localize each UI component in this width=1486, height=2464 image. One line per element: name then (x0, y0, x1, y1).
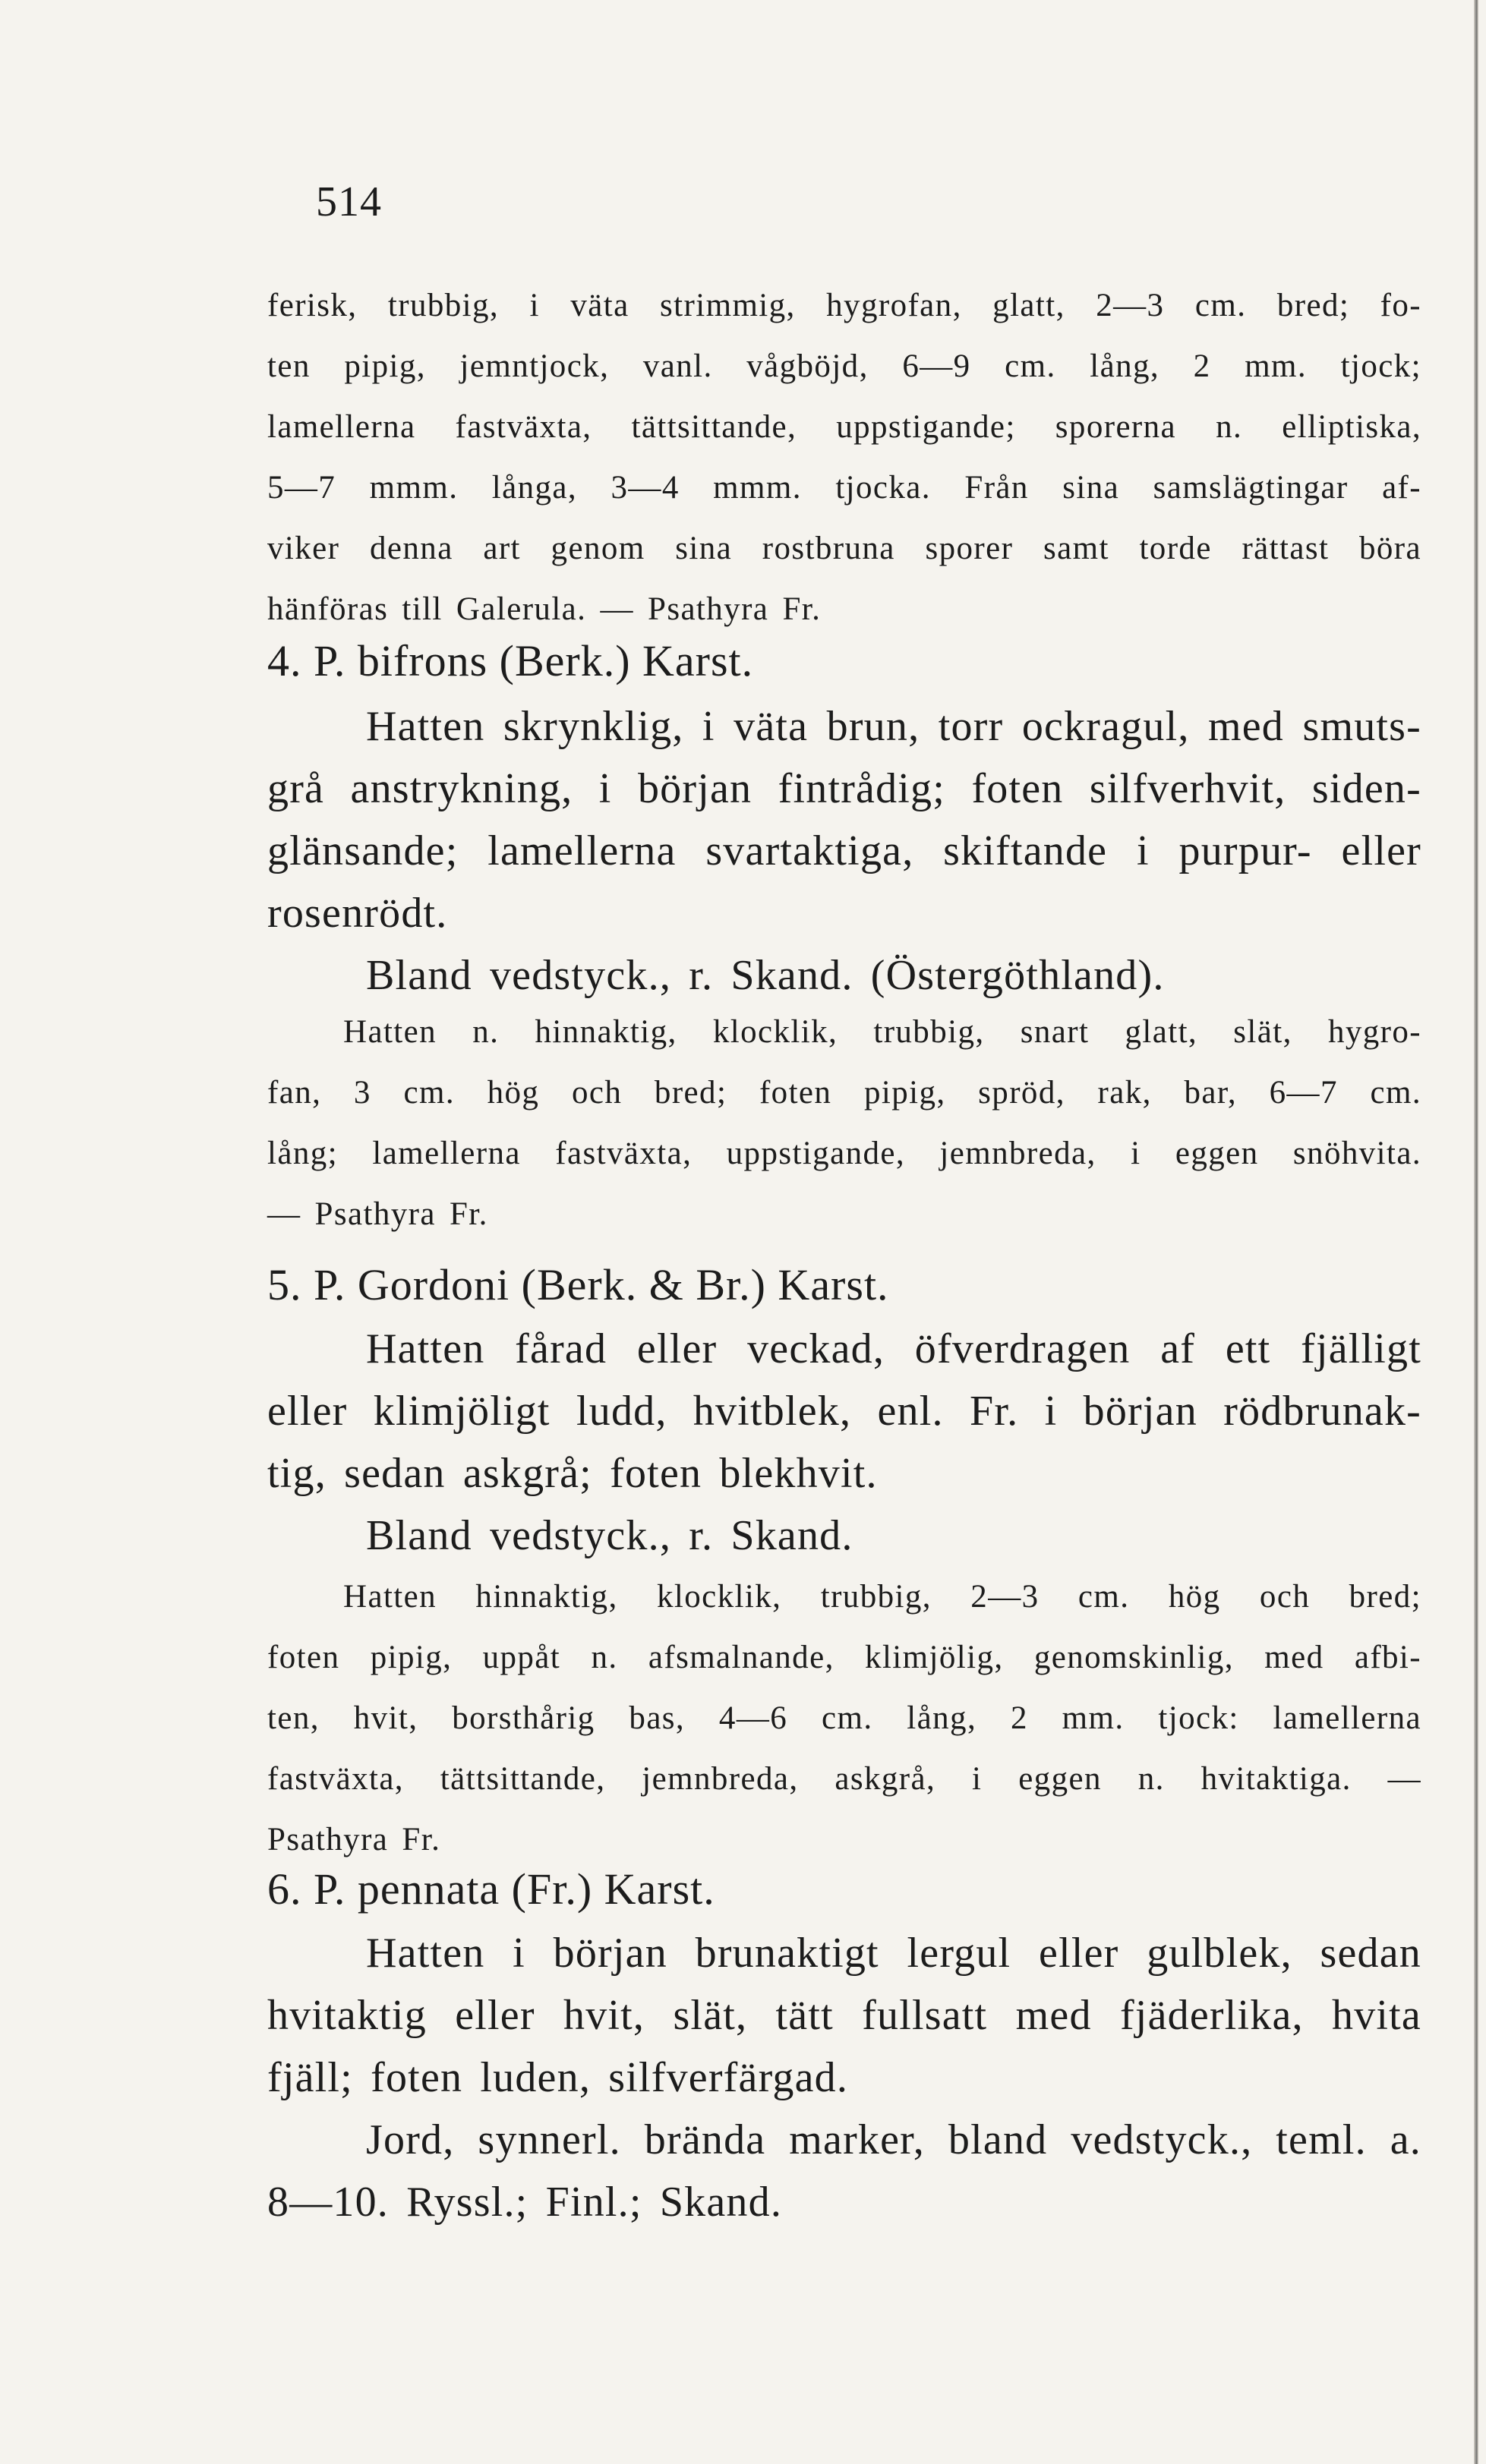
text-line: Hatten n. hinnaktig, klocklik, trubbig, snart glatt, slät, hygro- (343, 1014, 1421, 1050)
text-line: Hatten skrynklig, i väta brun, torr ockragul, med smuts- (366, 703, 1421, 750)
text-line: ten, hvit, borsthårig bas, 4—6 cm. lång, 2 mm. tjock: lamellerna (267, 1700, 1421, 1736)
text-line: fan, 3 cm. hög och bred; foten pipig, spröd, rak, bar, 6—7 cm. (267, 1075, 1421, 1111)
text-line: viker denna art genom sina rostbruna sporer samt torde rättast böra (267, 531, 1421, 566)
text-line: hänföras till Galerula. — Psathyra Fr. (267, 591, 822, 627)
text-line: Hatten hinnaktig, klocklik, trubbig, 2—3 cm. hög och bred; (343, 1579, 1421, 1615)
text-line: rosenrödt. (267, 890, 448, 937)
page-edge (1474, 0, 1478, 2464)
species-title: 4. P. bifrons (Berk.) Karst. (267, 636, 754, 685)
text-line: Hatten i början brunaktigt lergul eller gulblek, sedan (366, 1930, 1421, 1977)
text-line: Psathyra Fr. (267, 1822, 441, 1857)
text-line: grå anstrykning, i början fintrådig; foten silfverhvit, siden- (267, 765, 1421, 812)
text-line: lamellerna fastväxta, tättsittande, uppstigande; sporerna n. elliptiska, (267, 409, 1421, 445)
page-number: 514 (316, 178, 382, 225)
habitat-line: Bland vedstyck., r. Skand. (Östergöthland). (366, 952, 1165, 999)
text-line: 5—7 mmm. långa, 3—4 mmm. tjocka. Från sina samslägtingar af- (267, 470, 1421, 506)
text-line: glänsande; lamellerna svartaktiga, skiftande i purpur- eller (267, 827, 1421, 874)
habitat-line: Bland vedstyck., r. Skand. (366, 1512, 853, 1559)
species-description-pennata (267, 1922, 1421, 2233)
species-description-gordoni (267, 1318, 1421, 1567)
text-line: ten pipig, jemntjock, vanl. vågböjd, 6—9 cm. lång, 2 mm. tjock; (267, 348, 1421, 384)
species-details-bifrons (267, 1002, 1421, 1245)
text-line: Hatten fårad eller veckad, öfverdragen af ett fjälligt (366, 1325, 1421, 1372)
text-line: eller klimjöligt ludd, hvitblek, enl. Fr. i början rödbrunak- (267, 1388, 1421, 1435)
species-details-gordoni (267, 1567, 1421, 1870)
species-heading-gordoni (267, 1254, 1421, 1316)
text-line: tig, sedan askgrå; foten blekhvit. (267, 1450, 878, 1497)
species-title: 6. P. pennata (Fr.) Karst. (267, 1864, 715, 1914)
text-line: hvitaktig eller hvit, slät, tätt fullsatt med fjäderlika, hvita (267, 1992, 1421, 2039)
text-line: lång; lamellerna fastväxta, uppstigande, jemnbreda, i eggen snöhvita. (267, 1136, 1421, 1171)
text-line: — Psathyra Fr. (267, 1196, 488, 1232)
habitat-line: Jord, synnerl. brända marker, bland vedstyck., teml. a. (366, 2116, 1421, 2163)
species-heading-pennata (267, 1858, 1421, 1920)
text-line: fjäll; foten luden, silfverfärgad. (267, 2054, 849, 2101)
habitat-line: 8—10. Ryssl.; Finl.; Skand. (267, 2179, 783, 2226)
species-heading-bifrons (267, 630, 1421, 692)
text-line: ferisk, trubbig, i väta strimmig, hygrofan, glatt, 2—3 cm. bred; fo- (267, 288, 1421, 323)
text-line: fastväxta, tättsittande, jemnbreda, askgrå, i eggen n. hvitaktiga. — (267, 1761, 1421, 1797)
species-description-bifrons (267, 695, 1421, 1007)
text-line: foten pipig, uppåt n. afsmalnande, klimjölig, genomskinlig, med afbi- (267, 1640, 1421, 1675)
continuation-paragraph (267, 276, 1421, 640)
species-title: 5. P. Gordoni (Berk. & Br.) Karst. (267, 1260, 889, 1309)
